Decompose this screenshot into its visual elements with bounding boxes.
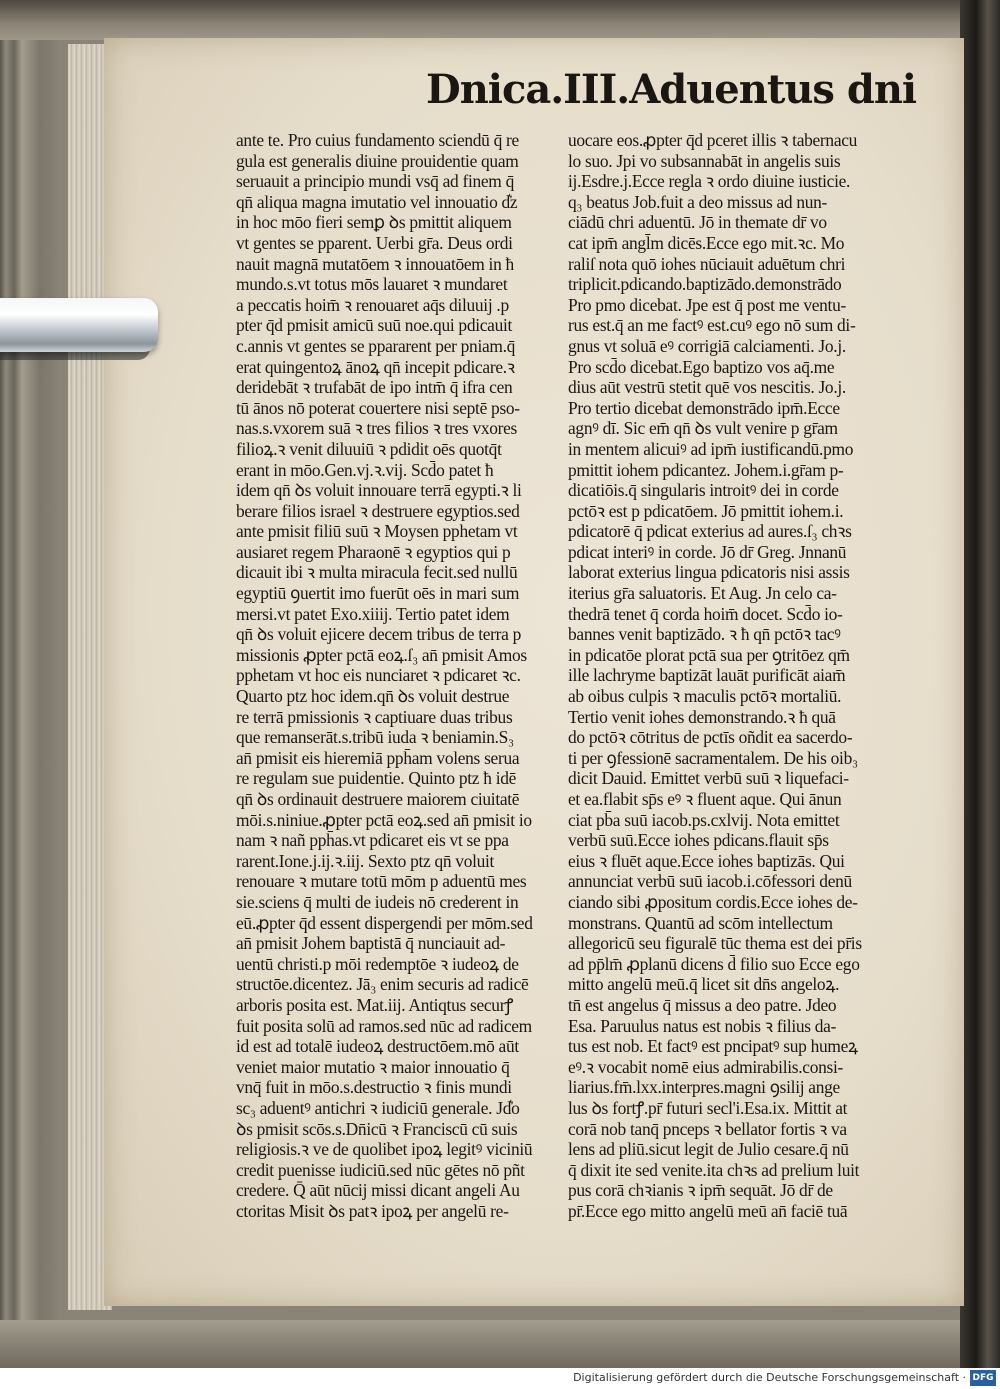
text-line: do pctōꝛ cōtritus de pctīs oñdit ea sacerdo- bbox=[568, 727, 853, 748]
text-line: nam ꝛ nañ pph̄as.vt pdicaret eis vt se ppa bbox=[236, 830, 509, 851]
text-line: a peccatis hoim̄ ꝛ renouaret aq̄s diluuij .p bbox=[236, 294, 509, 315]
text-line: raliſ nota quō iohes nūciauit aduētum chri bbox=[568, 253, 846, 274]
text-line: ad pp̄lm̄ ꝓplanū dicens d̄ filio suo Ecce ego bbox=[568, 953, 860, 974]
text-column-left bbox=[236, 130, 554, 1221]
text-line: monstrans. Quantū ad scōm intellectum bbox=[568, 912, 833, 933]
text-line: q₃ beatus Job.fuit a deo missus ad nun- bbox=[568, 191, 828, 212]
text-line: an̄ pmisit eis hieremiā pph̄am volens serua bbox=[236, 747, 520, 768]
text-column-right bbox=[568, 130, 908, 1221]
text-line: idem qn̄ ꝺs voluit innouare terrā egypti.ꝛ li bbox=[236, 480, 522, 501]
text-line: pdicat interiꝰ in corde. Jō dr̄ Greg. Jnnanū bbox=[568, 541, 847, 562]
text-line: re regulam sue puidentie. Quinto ptz ħ idē bbox=[236, 768, 517, 789]
text-line: dicauit ibi ꝛ multa miracula fecit.sed nullū bbox=[236, 562, 518, 583]
text-line: renouare ꝛ mutare totū mōm p aduentū mes bbox=[236, 871, 527, 892]
text-line: ciando sibi ꝓpositum cordis.Ecce iohes de- bbox=[568, 891, 858, 912]
text-line: lens ad pliū.sicut legit de Julio cesare.q̄ nū bbox=[568, 1139, 849, 1160]
text-line: eꝰ.ꝛ vocabit nomē eius admirabilis.consi- bbox=[568, 1056, 843, 1077]
text-line: ausiaret regem Pharaonē ꝛ egyptios qui p bbox=[236, 541, 511, 562]
text-line: Pro tertio dicebat demonstrādo ipm̄.Ecce bbox=[568, 397, 840, 418]
text-line: rarent.Ione.j.ij.ꝛ.iij. Sexto ptz qn̄ voluit bbox=[236, 850, 495, 871]
text-line: mitto angelū meū.q̄ licet sit dn̄s angeloꝝ. bbox=[568, 974, 840, 995]
text-line: ti per ꝯfessionē sacramentalem. De his oib₃ bbox=[568, 747, 858, 768]
dfg-logo: DFG bbox=[970, 1370, 996, 1386]
text-line: triplicit.pdicando.baptizādo.demonstrādo bbox=[568, 274, 842, 295]
text-line: q̄ dixit ite sed venite.ita chꝛs ad prelium luit bbox=[568, 1159, 860, 1180]
text-line: gnus vt soluā eꝰ corrigiā calciamenti. Jo.j. bbox=[568, 335, 846, 356]
text-line: structōe.dicentez. Jā₃ enim securis ad radicē bbox=[236, 974, 529, 995]
text-line: c.annis vt gentes se ppararent per pniam.q̄ bbox=[236, 335, 516, 356]
text-line: dius aūt vestrū stetit quē vos nescitis. Jo.j. bbox=[568, 377, 846, 398]
text-line: agnꝰ dī. Sic em̄ qn̄ ꝺs vult venire p gr̄am bbox=[568, 418, 838, 439]
text-line: iterius gr̄a saluatoris. Et Aug. Jn celo ca- bbox=[568, 583, 837, 604]
text-line: pphetam vt hoc eis nunciaret ꝛ pdicaret ꝛc. bbox=[236, 665, 521, 686]
text-line: annunciat verbū suū iacob.i.cōfessori denū bbox=[568, 871, 852, 892]
text-line: qn̄ ꝺs voluit ejicere decem tribus de terra p bbox=[236, 624, 522, 645]
book-spine bbox=[960, 0, 1000, 1368]
text-line: pus corā chꝛianis ꝛ ipm̄ sequāt. Jō dr̄ de bbox=[568, 1180, 833, 1201]
text-line: tn̄ est angelus q̄ missus a deo patre. Jdeo bbox=[568, 994, 837, 1015]
text-line: et ea.flabit sp̄s eꝰ ꝛ fluent aque. Qui ānun bbox=[568, 789, 842, 809]
text-line: erant in mōo.Gen.vj.ꝛ.vij. Scd̄o patet ħ bbox=[236, 459, 494, 480]
text-line: mersi.vt patet Exo.xiiij. Tertio patet idem bbox=[236, 603, 510, 624]
text-line: ab oibus culpis ꝛ maculis pctōꝛ mortaliū. bbox=[568, 686, 842, 707]
text-line: religiosis.ꝛ ve de quolibet ipoꝝ legitꝰ viciniū bbox=[236, 1139, 533, 1160]
text-line: nauit magnā mutatōem ꝛ innouatōem in ħ bbox=[236, 253, 514, 274]
text-line: pter q̄d pmisit amicū suū noe.qui pdicauit bbox=[236, 315, 513, 336]
text-line: pdicatorē q̄ pdicat exterius ad aures.ſ₃ chꝛs bbox=[568, 521, 852, 542]
text-line: ille lachryme baptizāt lauāt purificāt aiam̄ bbox=[568, 665, 846, 686]
text-line: ante te. Pro cuius fundamento sciendū q̄ re bbox=[236, 130, 519, 150]
text-line: liarius.fm̄.lxx.interpres.magni ꝯsilij ange bbox=[568, 1077, 840, 1098]
text-line: cat ipm̄ angl̄m dicēs.Ecce ego mit.ꝛc. Mo bbox=[568, 232, 845, 253]
text-line: uocare eos.ꝓpter q̄d pceret illis ꝛ tabernacu bbox=[568, 130, 858, 150]
text-line: missionis ꝓpter pctā eoꝝ.ſ₃ an̄ pmisit Amos bbox=[236, 644, 527, 665]
text-line: erat quingentoꝝ ānoꝝ qn̄ incepit pdicare.ꝛ bbox=[236, 356, 515, 377]
text-line: Tertio venit iohes demonstrando.ꝛ ħ quā bbox=[568, 706, 836, 727]
text-line: dicatiōis.q̄ singularis introitꝰ dei in corde bbox=[568, 480, 839, 501]
book-cover-bottom bbox=[0, 1320, 1000, 1368]
text-line: seruauit a principio mundi vsq̄ ad finem q̄ bbox=[236, 171, 514, 192]
text-line: eū.ꝓpter q̄d essent dispergendi per mōm.sed bbox=[236, 912, 533, 933]
text-line: verbū suū.Ecce iohes pdicans.flauit sp̄s bbox=[568, 830, 829, 851]
text-line: mōi.s.niniue.ꝓpter pctā eoꝝ.sed an̄ pmisit io bbox=[236, 809, 532, 830]
text-line: arboris posita est. Mat.iij. Antiqtus securꝭ bbox=[236, 994, 514, 1015]
book-cover-top bbox=[0, 0, 1000, 40]
text-line: pr̄.Ecce ego mitto angelū meū an̄ faciē tuā bbox=[568, 1200, 848, 1221]
text-line: an̄ pmisit Johem baptistā q̄ nunciauit ad- bbox=[236, 933, 506, 954]
text-line: corā nob tanq̄ pnceps ꝛ bellator fortis ꝛ va bbox=[568, 1118, 847, 1139]
text-line: egyptiū ꝯuertit imo fuerūt oēs in mari sum bbox=[236, 583, 520, 604]
text-line: ctoritas Misit ꝺs patꝛ ipoꝝ per angelū re- bbox=[236, 1200, 509, 1221]
text-line: pctōꝛ est p pdicatōem. Jō pmittit iohem.i. bbox=[568, 500, 844, 521]
text-line: deridebāt ꝛ trufabāt de ipo intm̄ q̄ ifra cen bbox=[236, 377, 513, 398]
text-line: mundo.s.vt totus mōs lauaret ꝛ mundaret bbox=[236, 274, 508, 295]
text-line: nas.s.vxorem suā ꝛ tres filios ꝛ tres vxores bbox=[236, 418, 518, 439]
text-line: veniet maior mutatio ꝛ maior innouatio q̄̄ bbox=[236, 1056, 510, 1077]
text-line: pmittit iohem pdicantez. Johem.i.gr̄am p- bbox=[568, 459, 844, 480]
text-line: fuit posita solū ad ramos.sed nūc ad radicem bbox=[236, 1015, 532, 1036]
funding-notice: Digitalisierung gefördert durch die Deutsche Forschungsgemeinschaft · bbox=[573, 1371, 966, 1384]
text-line: re terrā pmissionis ꝛ captiuare duas tribus bbox=[236, 706, 513, 727]
text-line: lo suo. Jpi vo subsannabāt in angelis suis bbox=[568, 150, 841, 171]
text-line: filioꝝ.ꝛ venit diluuiū ꝛ pdidit oēs quotq̄t bbox=[236, 438, 502, 459]
text-line: ij.Esdre.j.Ecce regla ꝛ ordo diuine iusticie. bbox=[568, 171, 851, 192]
text-line: thedrā tenet q̄ corda hoim̄ docet. Scd̄o io- bbox=[568, 603, 843, 624]
text-line: tus est nob. Et factꝰ est pncipatꝰ sup humeꝝ bbox=[568, 1036, 858, 1057]
text-line: ante pmisit filiū suū ꝛ Moysen pphetam vt bbox=[236, 521, 518, 542]
footer-bar bbox=[0, 1368, 1000, 1389]
text-line: in mentem alicuiꝰ ad ipm̄ iustificandū.pmo bbox=[568, 438, 854, 459]
text-line: vt gentes se pparent. Uerbi gr̄a. Deus ordi bbox=[236, 232, 513, 253]
text-line: gula est generalis diuine prouidentie quam bbox=[236, 150, 519, 171]
text-line: in hoc mōo fieri semꝑ ꝺs pmittit aliquem bbox=[236, 212, 512, 233]
text-line: laborat exterius lingua pdicatoris nisi assis bbox=[568, 562, 850, 583]
text-line: que remanserāt.s.tribū iuda ꝛ beniamin.S₃ bbox=[236, 727, 514, 748]
text-line: allegoricū seu figuralē tūc thema est dei pr̄is bbox=[568, 933, 862, 954]
text-line: Pro pmo dicebat. Jpe est q̄ post me ventu- bbox=[568, 294, 846, 315]
page-heading: Dnica.III.Aduentus dni bbox=[426, 66, 917, 113]
text-line: Quarto ptz hoc idem.qn̄ ꝺs voluit destrue bbox=[236, 686, 510, 707]
text-line: tū ānos nō poterat couertere nisi septē pso- bbox=[236, 397, 520, 418]
text-line: lus ꝺs fortꝭ.pr̄ futuri secl'i.Esa.ix. Mittit at bbox=[568, 1097, 848, 1118]
text-line: rus est.q̄ an me factꝰ est.cuꝰ ego nō sum di- bbox=[568, 315, 856, 336]
page-clip bbox=[0, 298, 158, 352]
text-line: sie.sciens q̄ multi de iudeis nō crederent in bbox=[236, 891, 519, 912]
text-line: sc₃ aduentꝰ antichri ꝛ iudiciū generale. Jd͛o bbox=[236, 1097, 520, 1118]
text-line: ciat pb̄a suū iacob.ps.cxlvij. Nota emittet bbox=[568, 809, 840, 830]
text-line: eius ꝛ fluēt aque.Ecce iohes baptizās. Qui bbox=[568, 850, 845, 871]
text-line: qn̄ aliqua magna imutatio vel innouatio d͛z bbox=[236, 191, 518, 212]
text-line: credere. Q̄ aūt nūcij missi dicant angeli Au bbox=[236, 1180, 520, 1201]
text-line: uentū christi.p mōi redemptōe ꝛ iudeoꝝ de bbox=[236, 953, 519, 974]
text-line: dicit Dauid. Emittet verbū suū ꝛ liquefaci- bbox=[568, 768, 849, 789]
text-line: vnq̄̄ fuit in mōo.s.destructio ꝛ finis mundi bbox=[236, 1077, 512, 1098]
text-line: qn̄ ꝺs ordinauit destruere maiorem ciuitatē bbox=[236, 789, 520, 809]
text-line: id est ad totalē iudeoꝝ destructōem.mō aūt bbox=[236, 1036, 519, 1057]
text-line: ciādū chri aduentū. Jō in themate dr̄ vo bbox=[568, 212, 827, 233]
text-line: credit puenisse iudiciū.sed nūc gētes nō pñt bbox=[236, 1159, 525, 1180]
text-line: Esa. Paruulus natus est nobis ꝛ filius da- bbox=[568, 1015, 837, 1036]
text-line: bannes venit baptizādo. ꝛ ħ qn̄ pctōꝛ tacꝰ bbox=[568, 624, 841, 645]
text-line: in pdicatōe plorat pctā sua per ꝯtritōez qm̄ bbox=[568, 644, 850, 665]
text-line: berare filios israel ꝛ destruere egyptios.sed bbox=[236, 500, 520, 521]
text-line: ꝺs pmisit scōs.s.Dn̄icū ꝛ Franciscū cū suis bbox=[236, 1118, 518, 1139]
text-line: Pro scd̄o dicebat.Ego baptizo vos aq̄.me bbox=[568, 356, 835, 377]
